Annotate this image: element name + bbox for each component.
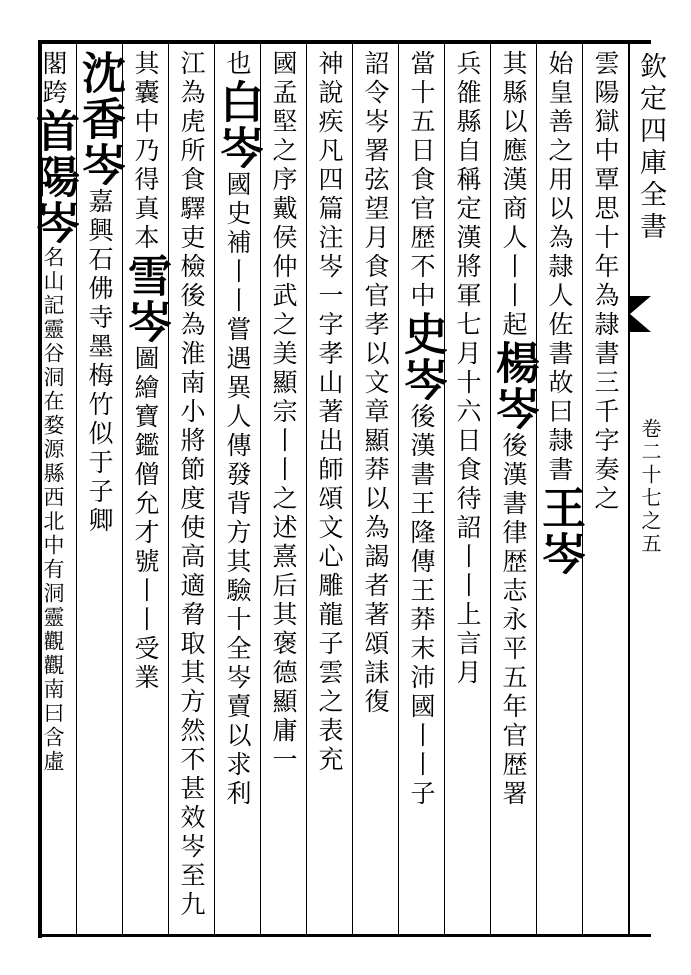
column-text: 其縣以應漢商人丨丨起: [499, 50, 528, 340]
column-text-continued: 後為淮南小將節度使高適脅取其方然不甚效岑至九: [177, 282, 206, 920]
margin-separator: [628, 44, 630, 934]
margin-volume-label: 卷二十七之五: [638, 418, 662, 556]
column-text: 詔令岑署弦望月食官: [361, 50, 390, 311]
entry-heading: 史岑: [396, 311, 447, 403]
text-column: [444, 50, 490, 934]
column-text: 神說疾凡四篇注岑一字孝山著出師頌文心雕龍子雲之表充: [315, 50, 344, 775]
column-text: 雲陽獄中覃思十年為隷書三千字奏之: [591, 50, 620, 514]
column-text: 其囊中乃得真本: [131, 50, 160, 253]
text-column: [28, 50, 79, 934]
column-text-continued: 圖繪寶鑑僧允才號丨丨受業: [131, 345, 160, 693]
frame-bottom-border: [38, 934, 651, 937]
fishtail-mark: [630, 296, 651, 332]
column-text: 閣跨: [39, 50, 68, 108]
entry-heading: 楊岑: [488, 340, 539, 432]
column-text-continued: 後漢書王隆傳王莽末沛國丨丨子: [407, 403, 436, 809]
entry-heading: 首陽岑: [28, 108, 79, 246]
column-text-continued: 七月十六日食待詔丨丨上言月: [453, 311, 482, 688]
column-text: 始皇善之用以為隷人佐書故曰隷書: [545, 50, 574, 485]
column-text-continued: 孝以文章顯莽以為謁者著頌誄復: [361, 311, 390, 717]
text-column: [168, 50, 214, 934]
text-column: [352, 50, 398, 934]
text-column: [120, 50, 171, 934]
column-text: 兵雒縣自稱定漢將軍: [453, 50, 482, 311]
text-column: [306, 50, 352, 934]
entry-heading: 白岑: [212, 79, 263, 171]
text-column: [74, 50, 125, 934]
text-column: [488, 50, 539, 934]
text-column: [396, 50, 447, 934]
column-text: 國孟堅之序戴侯仲武之美顯宗丨丨之述熹后其褒德顯庸一: [269, 50, 298, 775]
column-text: 江為虎所食驛吏檢: [177, 50, 206, 282]
text-column: [212, 50, 263, 934]
column-text-continued: 國史補丨丨嘗遇異人傳發背方其驗十全岑賣以求利: [223, 171, 252, 809]
margin-book-title: 欽定四庫全書: [635, 52, 666, 244]
column-text: 也: [223, 50, 252, 79]
entry-heading: 雪岑: [120, 253, 171, 345]
text-column: [260, 50, 306, 934]
column-text: 當十五日食官歴不中: [407, 50, 436, 311]
column-text-continued: 名山記靈谷洞在婺源縣西北中有洞靈觀觀南曰含虛: [41, 246, 65, 774]
column-text-continued: 嘉興石佛寺墨梅竹似于子卿: [85, 188, 114, 536]
frame-top-border: [38, 40, 651, 44]
entry-heading: 王岑: [534, 485, 585, 577]
column-text-continued: 後漢書律歴志永平五年官歴署: [499, 432, 528, 809]
text-column: [534, 50, 585, 934]
entry-heading: 沈香岑: [74, 50, 125, 188]
